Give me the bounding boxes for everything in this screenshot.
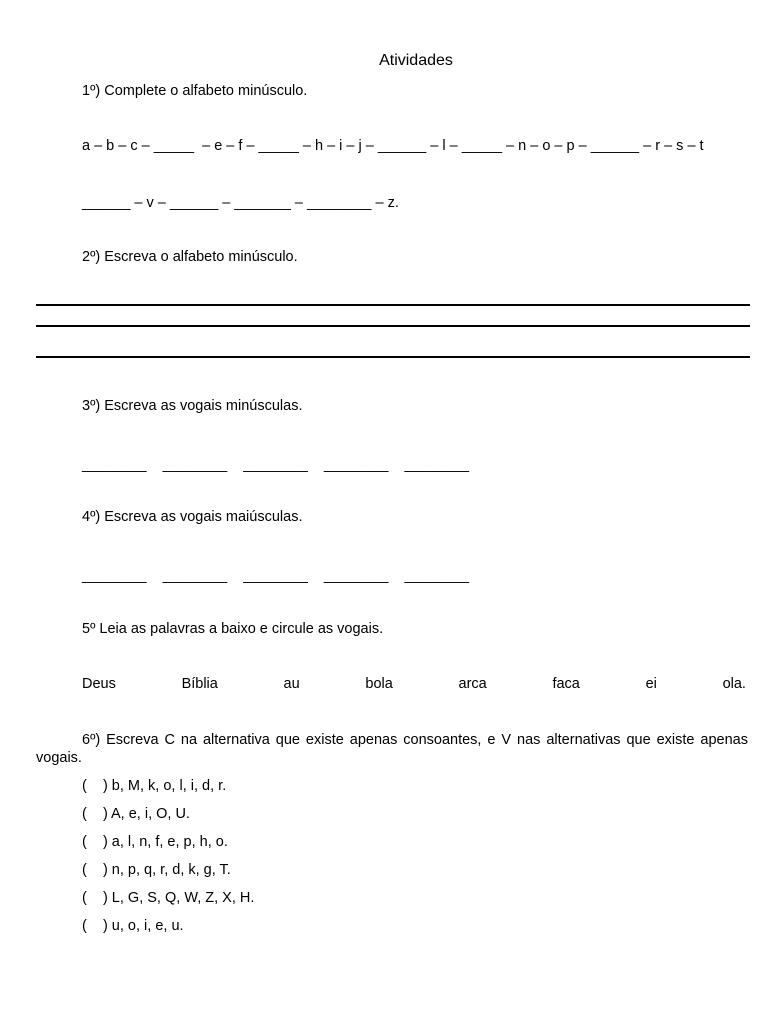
answer-blanks: ________ ________ ________ ________ ________	[82, 457, 470, 473]
alternative-item: ( ) u, o, i, e, u.	[82, 918, 184, 934]
writing-line	[36, 356, 750, 358]
question-3-prompt: 3º) Escreva as vogais minúsculas.	[82, 398, 303, 414]
word-item: Deus	[82, 676, 116, 692]
word-item: ei	[645, 676, 657, 692]
alternative-item: ( ) L, G, S, Q, W, Z, X, H.	[82, 890, 255, 906]
word-item: faca	[552, 676, 580, 692]
writing-line	[36, 304, 750, 306]
question-5-prompt: 5º Leia as palavras a baixo e circule as vogais.	[82, 621, 384, 637]
question-6-text: 6º) Escreva C na alternativa que existe apenas consoantes, e V nas alternativas que existe apenas vogais.	[36, 732, 748, 766]
writing-line	[36, 325, 750, 327]
alternative-item: ( ) n, p, q, r, d, k, g, T.	[82, 862, 231, 878]
alternative-item: ( ) b, M, k, o, l, i, d, r.	[82, 778, 227, 794]
word-item: ola.	[722, 676, 746, 692]
question-1-prompt: 1º) Complete o alfabeto minúsculo.	[82, 83, 308, 99]
word-item: arca	[458, 676, 487, 692]
alphabet-line-2: ______ – v – ______ – _______ – ________ – z.	[82, 195, 399, 211]
word-item: bola	[365, 676, 393, 692]
answer-blanks: ________ ________ ________ ________ ________	[82, 568, 470, 584]
alternative-item: ( ) A, e, i, O, U.	[82, 806, 190, 822]
page-title: Atividades	[379, 52, 453, 69]
question-2-prompt: 2º) Escreva o alfabeto minúsculo.	[82, 249, 298, 265]
word-item: Bíblia	[181, 676, 218, 692]
alphabet-line-1: a – b – c – _____ – e – f – _____ – h – i – j – ______ – l – _____ – n – o – p – ______ – r – s – t	[82, 138, 704, 154]
question-4-prompt: 4º) Escreva as vogais maiúsculas.	[82, 509, 303, 525]
word-item: au	[283, 676, 300, 692]
alternative-item: ( ) a, l, n, f, e, p, h, o.	[82, 834, 228, 850]
question-6-prompt	[36, 731, 748, 767]
word-list	[82, 676, 746, 692]
